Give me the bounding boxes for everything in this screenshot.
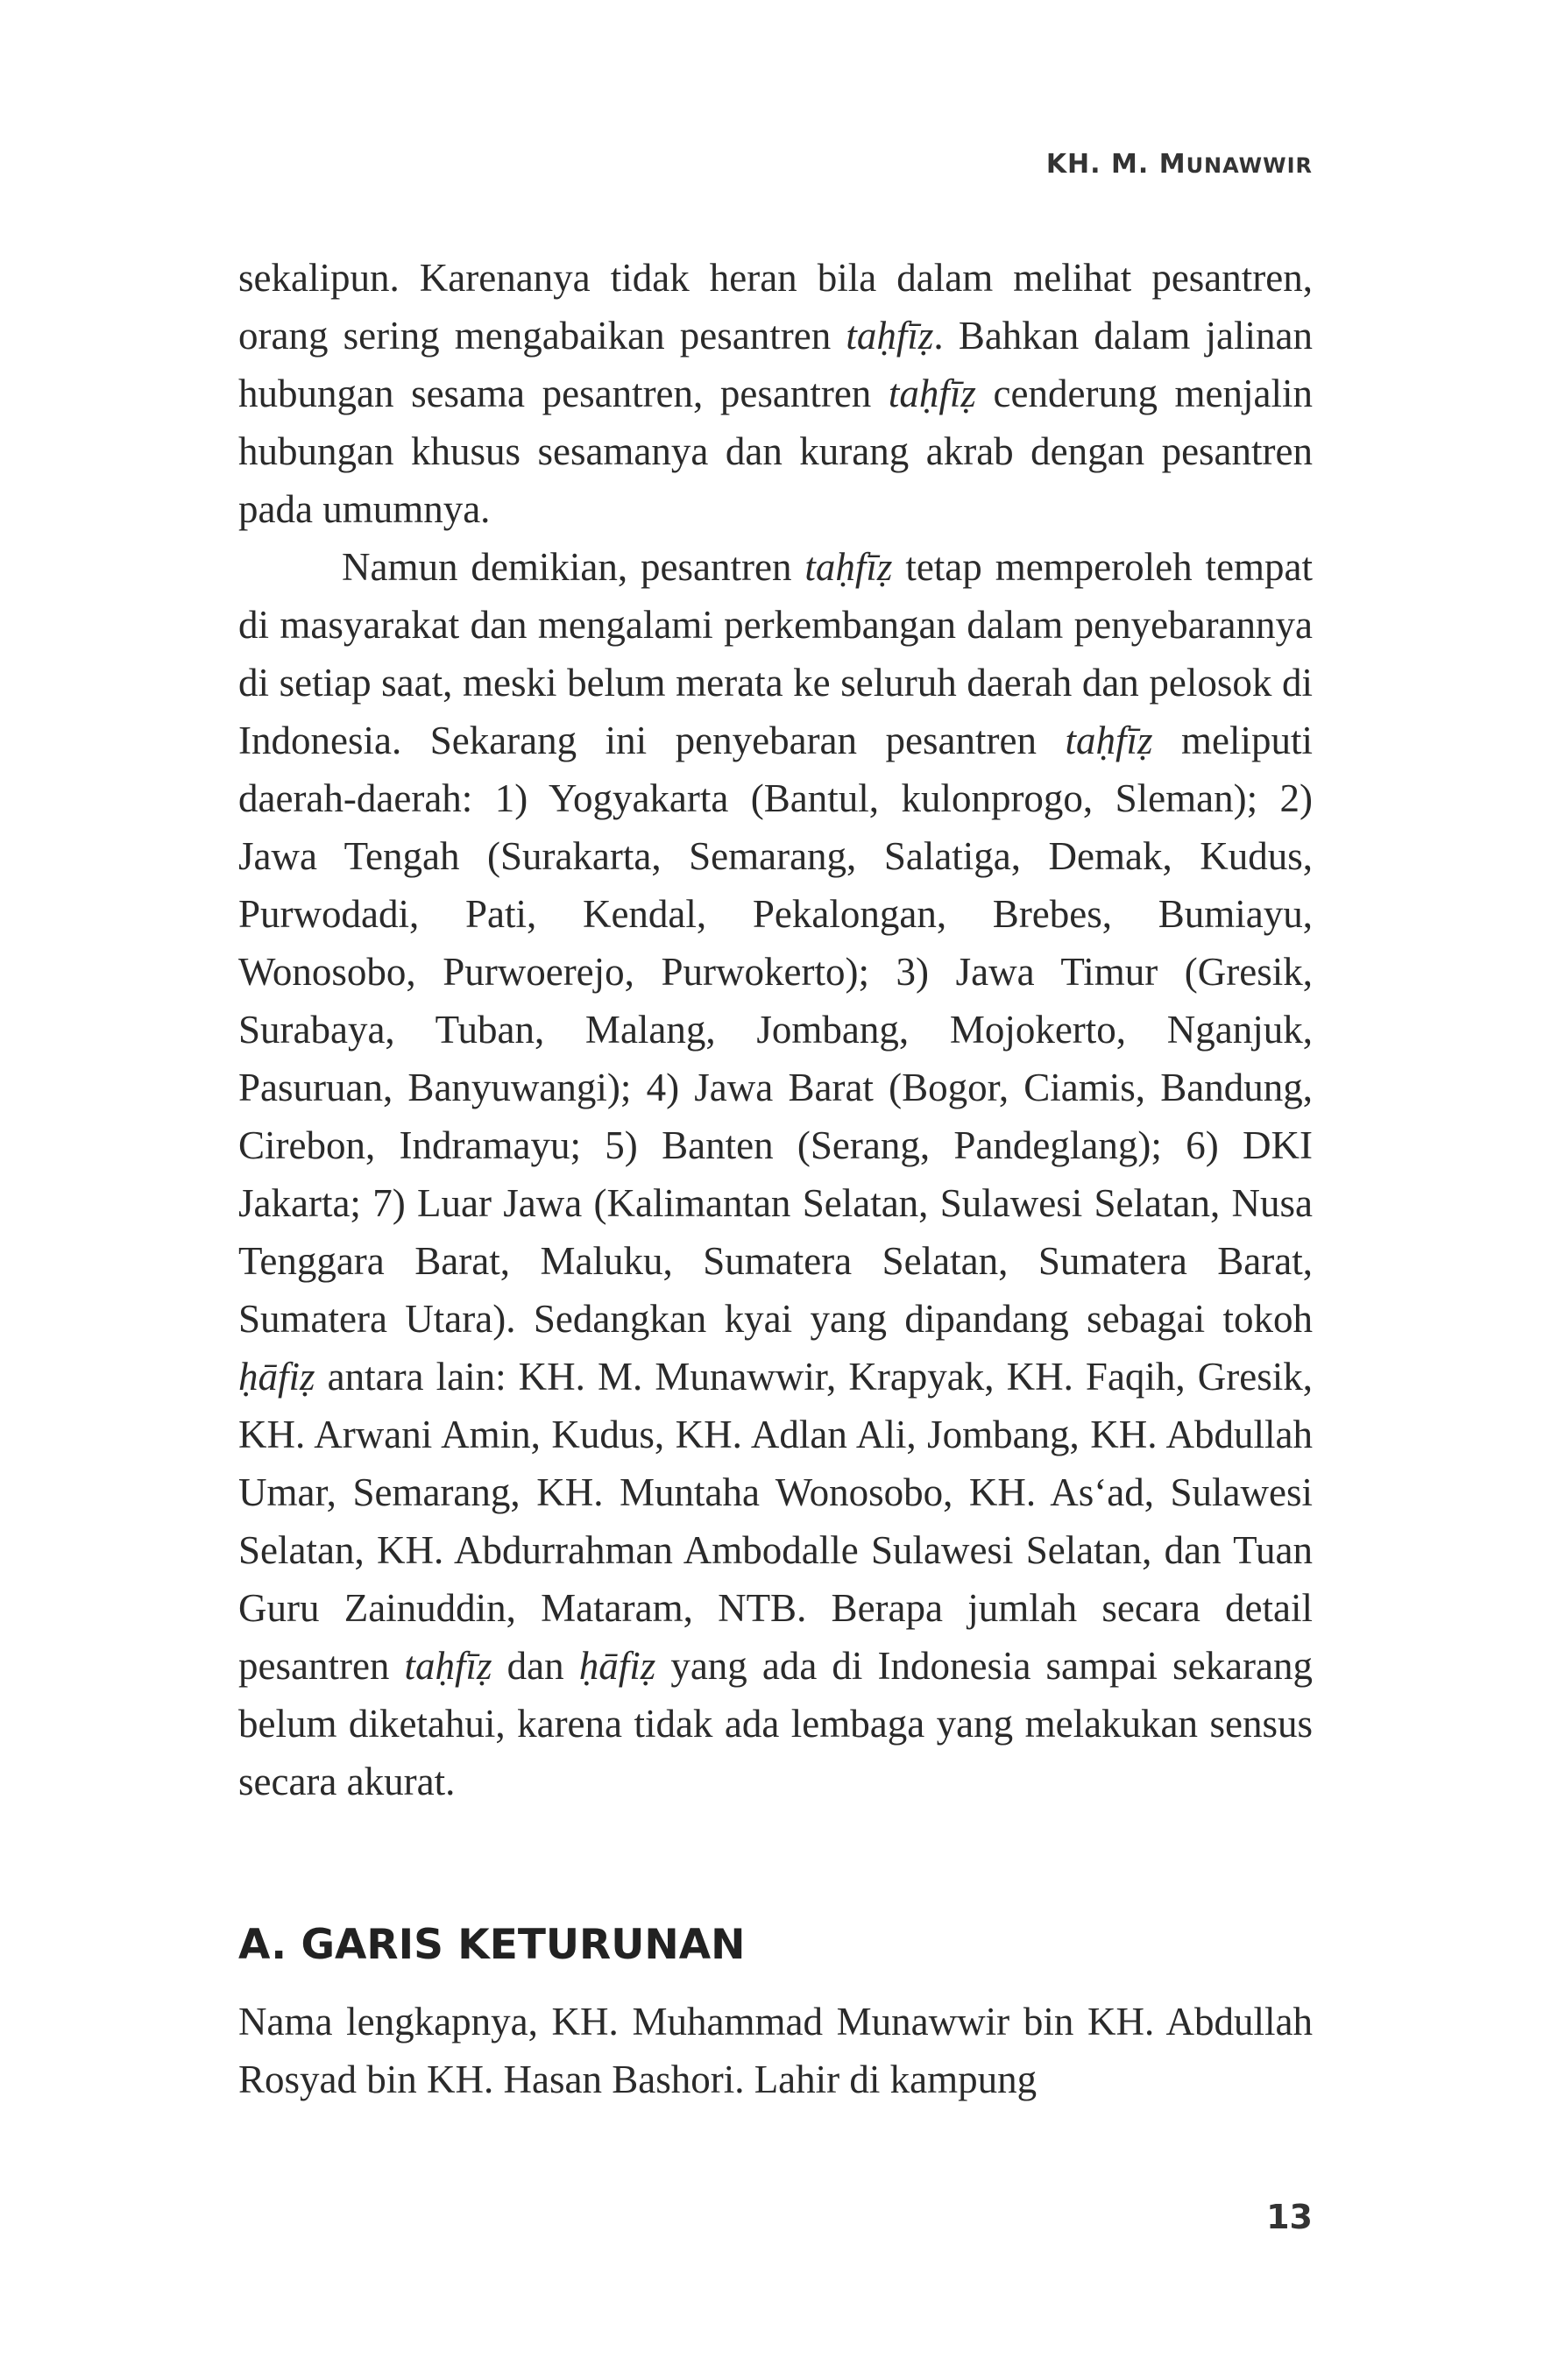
- paragraph-2-text-1: Namun demikian, pesantren: [342, 545, 805, 589]
- section-heading: A. GARIS KETURUNAN: [238, 1921, 746, 1969]
- term-hafiz: ḥāfiẓ: [238, 1355, 315, 1399]
- paragraph-2-text-2: tetap memperoleh tempat di masyarakat dan mengalami perkembangan dalam penyebarannya di setiap saat, meski belum merata ke seluruh daerah dan pelosok di Indonesia. Sekarang ini penyebaran pesantren: [238, 545, 1313, 762]
- paragraph-2-text-6: yang ada di Indonesia sampai sekarang belum diketahui, karena tidak ada lembaga yang melakukan sensus secara akurat.: [238, 1644, 1314, 1803]
- page-number: 13: [1266, 2198, 1313, 2236]
- paragraph-1-text-2: . Bahkan dalam jalinan hubungan sesama pesantren, pesantren: [238, 314, 1313, 415]
- paragraph-2-text-5: dan: [492, 1644, 579, 1688]
- term-tahfiz: taḥfīẓ: [804, 545, 893, 589]
- paragraph-2: [238, 538, 1313, 1810]
- running-header-initials: KH. M. M: [1045, 149, 1186, 180]
- term-tahfiz: taḥfīẓ: [1065, 719, 1153, 762]
- term-tahfiz: taḥfīẓ: [888, 372, 976, 415]
- paragraph-1-text-1: sekalipun. Karenanya tidak heran bila dalam melihat pesantren, orang sering mengabaikan pesantren: [238, 256, 1313, 358]
- running-header-surname: UNAWWIR: [1186, 153, 1313, 178]
- term-tahfiz: taḥfīẓ: [404, 1644, 492, 1688]
- paragraph-1: [238, 249, 1313, 538]
- running-header: [1046, 149, 1313, 180]
- body-text: [238, 249, 1313, 1810]
- term-hafiz: ḥāfiẓ: [578, 1644, 656, 1688]
- section-paragraph: Nama lengkapnya, KH. Muhammad Munawwir bin KH. Abdullah Rosyad bin KH. Hasan Bashori. Lahir di kampung: [238, 2000, 1313, 2101]
- term-tahfiz: taḥfīẓ: [846, 314, 934, 358]
- paragraph-1-text-3: cenderung menjalin hubungan khusus sesamanya dan kurang akrab dengan pesantren pada umumnya.: [238, 372, 1313, 531]
- paragraph-2-text-3: meliputi daerah-daerah: 1) Yogyakarta (Bantul, kulonprogo, Sleman); 2) Jawa Tengah (Surakarta, Semarang, Salatiga, Demak, Kudus, Purwodadi, Pati, Kendal, Pekalongan, Brebes, Bumiayu, Wonosobo, Purwoerejo, Purwokerto); 3) Jawa Timur (Gresik, Surabaya, Tuban, Malang, Jombang, Mojokerto, Nganjuk, Pasuruan, Banyuwangi); 4) Jawa Barat (Bogor, Ciamis, Bandung, Cirebon, Indramayu; 5) Banten (Serang, Pandeglang); 6) DKI Jakarta; 7) Luar Jawa (Kalimantan Selatan, Sulawesi Selatan, Nusa Tenggara Barat, Maluku, Sumatera Selatan, Sumatera Barat, Sumatera Utara). Sedangkan kyai yang dipandang sebagai tokoh: [238, 719, 1313, 1341]
- paragraph-2-text-4: antara lain: KH. M. Munawwir, Krapyak, KH. Faqih, Gresik, KH. Arwani Amin, Kudus, KH. Adlan Ali, Jombang, KH. Abdullah Umar, Semarang, KH. Muntaha Wonosobo, KH. As‘ad, Sulawesi Selatan, KH. Abdurrahman Ambodalle Sulawesi Selatan, dan Tuan Guru Zainuddin, Mataram, NTB. Berapa jumlah secara detail pesantren: [238, 1355, 1313, 1688]
